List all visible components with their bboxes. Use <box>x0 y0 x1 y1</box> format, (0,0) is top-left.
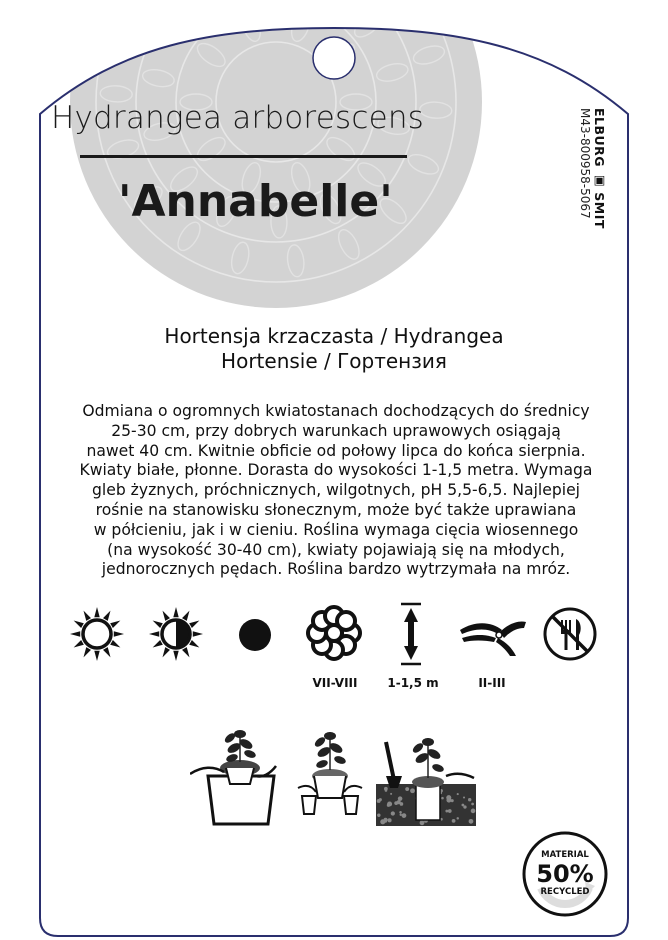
badge-top-text: MATERIAL <box>541 850 589 860</box>
step-loosen-roots <box>298 732 362 814</box>
plant-height: 1-1,5 m <box>387 676 439 690</box>
full-sun-icon <box>69 606 125 662</box>
not-edible-icon <box>542 606 598 662</box>
pruning-shears-icon <box>458 612 528 658</box>
description-line: jednorocznych pędach. Roślina bardzo wytrzymała na mróz. <box>101 560 571 579</box>
pruning-months: II-III <box>478 676 506 690</box>
description-line: w półcieniu, jak i w cieniu. Roślina wymaga cięcia wiosennego <box>93 520 579 539</box>
description-line: 25-30 cm, przy dobrych warunkach uprawowych osiągają <box>111 421 561 440</box>
description-line: rośnie na stanowisku słonecznym, może być także uprawiana <box>95 500 577 519</box>
latin-name: Hydrangea arborescens <box>51 100 425 136</box>
flower-icon <box>305 604 363 662</box>
badge-bottom-text: RECYCLED <box>540 887 590 897</box>
cultivar-name: 'Annabelle' <box>118 176 393 227</box>
description-line: nawet 40 cm. Kwitnie obficie od połowy lipca do końca sierpnia. <box>86 441 586 460</box>
plant-description <box>66 402 606 580</box>
description-line: gleb żyznych, próchnicznych, wilgotnych, pH 5,5-6,5. Najlepiej <box>92 481 580 500</box>
description-line: Odmiana o ogromnych kwiatostanach dochodzących do średnicy <box>82 402 590 420</box>
common-names-line-1: Hortensja krzaczasta / Hydrangea <box>164 324 504 348</box>
title-divider <box>80 155 407 158</box>
height-arrow-icon <box>398 602 424 666</box>
description-line: (na wysokość 30-40 cm), kwiaty pojawiają się na młodych, <box>107 540 565 559</box>
product-code: M43-800958-5067 <box>578 108 592 219</box>
common-names-line-2: Hortensie / Гортензия <box>221 349 447 373</box>
step-remove-pot <box>190 730 276 824</box>
badge-percent: 50% <box>536 860 594 888</box>
planting-steps-illustration <box>190 718 480 830</box>
description-line: Kwiaty białe, płonne. Dorasta do wysokości 1-1,5 metra. Wymaga <box>79 461 593 480</box>
brand-name: ELBURG ▣ SMIT <box>592 108 607 229</box>
half-shade-icon <box>148 606 204 662</box>
step-plant-in-soil <box>376 738 476 826</box>
flowering-months: VII-VIII <box>312 676 358 690</box>
shade-icon <box>236 616 274 654</box>
common-names <box>0 324 668 374</box>
brand-block <box>578 108 618 248</box>
recycled-material-badge <box>521 830 609 918</box>
